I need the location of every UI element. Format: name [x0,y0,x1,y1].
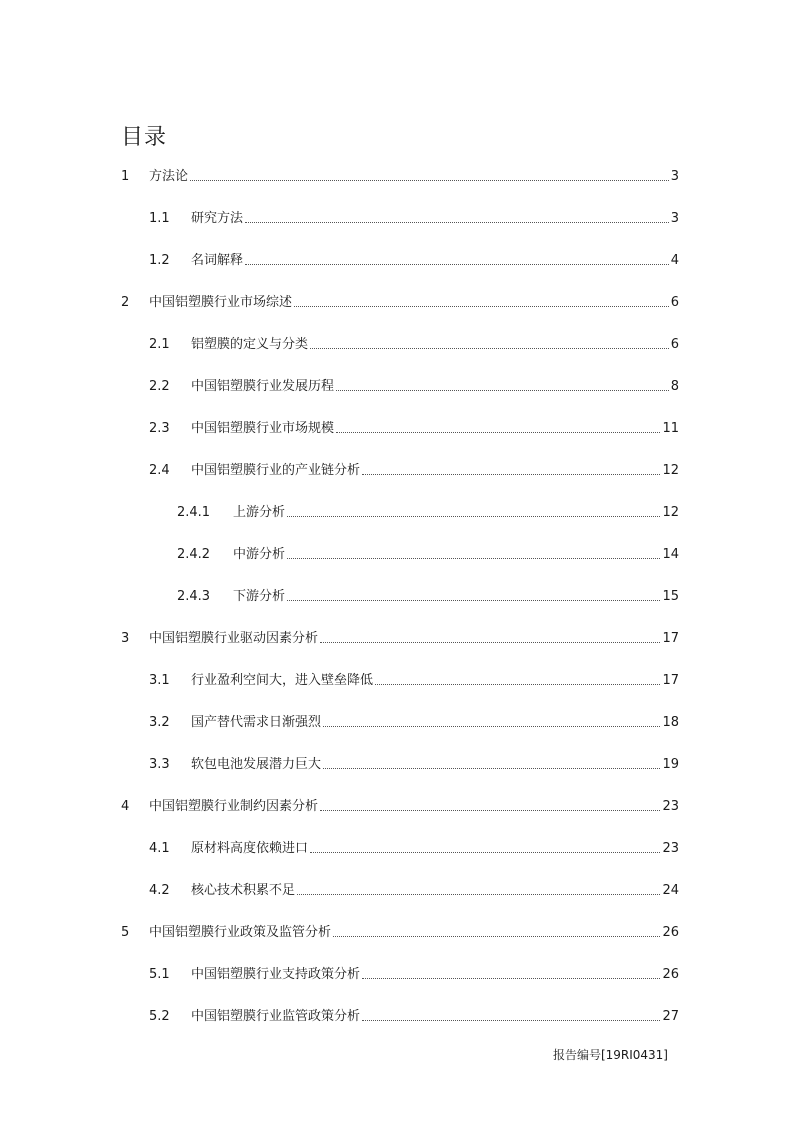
toc-entry[interactable] [0,840,800,882]
toc-entry-number: 3 [121,631,130,646]
toc-dot-leader [320,809,660,811]
toc-entry-label[interactable]: 中国铝塑膜行业的产业链分析 [191,463,361,478]
toc-entry-row [191,966,679,984]
toc-dot-leader [323,767,660,769]
toc-entry[interactable] [0,1008,800,1050]
toc-entry-page-number: 23 [662,841,679,856]
toc-entry-page-number: 26 [662,925,679,940]
toc-entry-number: 3.1 [149,673,170,688]
toc-entry[interactable] [0,378,800,420]
toc-entry-row [233,588,679,606]
toc-dot-leader [362,977,660,979]
toc-entry-label[interactable]: 上游分析 [233,505,286,520]
toc-entry-label[interactable]: 中国铝塑膜行业政策及监管分析 [149,925,332,940]
toc-entry[interactable] [0,924,800,966]
toc-entry-row [191,378,679,396]
toc-entry-label[interactable]: 铝塑膜的定义与分类 [191,337,309,352]
toc-entry-page-number: 4 [670,253,679,268]
toc-entry-page-number: 11 [662,421,679,436]
toc-title: 目录 [121,125,168,150]
toc-entry-page-number: 27 [662,1009,679,1024]
toc-entry[interactable] [0,588,800,630]
toc-entry-page-number: 12 [662,505,679,520]
toc-entry-page-number: 6 [670,337,679,352]
toc-entry-page-number: 19 [662,757,679,772]
toc-entry-row [149,630,679,648]
toc-entry-number: 2.3 [149,421,170,436]
toc-dot-leader [287,599,660,601]
toc-entry-page-number: 17 [662,673,679,688]
toc-entry-row [191,420,679,438]
toc-entry-label[interactable]: 核心技术积累不足 [191,883,296,898]
report-id: 报告编号[19RI0431] [552,1048,668,1062]
toc-entry-page-number: 17 [662,631,679,646]
toc-entry-label[interactable]: 中国铝塑膜行业制约因素分析 [149,799,319,814]
toc-entry[interactable] [0,294,800,336]
toc-entry-row [191,672,679,690]
toc-entry-number: 3.2 [149,715,170,730]
toc-entry[interactable] [0,714,800,756]
toc-entry-label[interactable]: 中国铝塑膜行业发展历程 [191,379,335,394]
toc-entry-row [149,924,679,942]
toc-dot-leader [310,851,660,853]
toc-dot-leader [287,515,660,517]
toc-entry-number: 5.1 [149,967,170,982]
toc-entry-number: 2.4.3 [177,589,211,604]
toc-dot-leader [362,1019,660,1021]
toc-entry-row [149,294,679,312]
toc-entry-number: 2.4 [149,463,170,478]
toc-entry-row [191,210,679,228]
toc-entry[interactable] [0,966,800,1008]
toc-entry-page-number: 12 [662,463,679,478]
toc-list [0,168,800,1050]
toc-dot-leader [245,263,669,265]
toc-dot-leader [294,305,669,307]
toc-entry-page-number: 8 [670,379,679,394]
toc-entry-label[interactable]: 中国铝塑膜行业市场综述 [149,295,293,310]
toc-entry-page-number: 15 [662,589,679,604]
toc-dot-leader [323,725,660,727]
toc-dot-leader [375,683,660,685]
toc-entry[interactable] [0,252,800,294]
toc-entry-number: 1.1 [149,211,170,226]
toc-entry-label[interactable]: 国产替代需求日渐强烈 [191,715,322,730]
toc-entry[interactable] [0,672,800,714]
toc-entry-number: 2.1 [149,337,170,352]
toc-entry[interactable] [0,798,800,840]
toc-entry-row [191,840,679,858]
toc-entry-row [191,336,679,354]
toc-entry[interactable] [0,756,800,798]
toc-entry-page-number: 23 [662,799,679,814]
toc-entry[interactable] [0,210,800,252]
toc-entry-label[interactable]: 中国铝塑膜行业市场规模 [191,421,335,436]
toc-entry-page-number: 18 [662,715,679,730]
toc-dot-leader [333,935,660,937]
toc-entry[interactable] [0,336,800,378]
toc-entry-number: 1.2 [149,253,170,268]
toc-entry-number: 2.4.1 [177,505,211,520]
toc-entry[interactable] [0,504,800,546]
toc-entry[interactable] [0,882,800,924]
toc-dot-leader [362,473,660,475]
toc-entry-number: 4.1 [149,841,170,856]
toc-entry-label[interactable]: 研究方法 [191,211,244,226]
toc-entry-page-number: 26 [662,967,679,982]
toc-entry-row [191,756,679,774]
toc-entry-label[interactable]: 中国铝塑膜行业驱动因素分析 [149,631,319,646]
toc-entry-number: 5 [121,925,130,940]
toc-entry-label[interactable]: 中国铝塑膜行业支持政策分析 [191,967,361,982]
toc-entry-page-number: 24 [662,883,679,898]
toc-entry-row [149,168,679,186]
toc-entry-label[interactable]: 软包电池发展潜力巨大 [191,757,322,772]
toc-entry-row [149,798,679,816]
toc-dot-leader [190,179,669,181]
toc-entry[interactable] [0,168,800,210]
toc-entry-label[interactable]: 中游分析 [233,547,286,562]
toc-entry-number: 3.3 [149,757,170,772]
toc-dot-leader [320,641,660,643]
toc-dot-leader [336,431,660,433]
toc-entry-number: 2 [121,295,130,310]
toc-entry[interactable] [0,462,800,504]
toc-entry-page-number: 6 [670,295,679,310]
toc-entry-number: 1 [121,169,130,184]
toc-entry-number: 2.2 [149,379,170,394]
toc-dot-leader [245,221,669,223]
toc-entry-row [233,546,679,564]
toc-entry-page-number: 3 [670,169,679,184]
toc-entry-row [233,504,679,522]
toc-entry-number: 4.2 [149,883,170,898]
toc-entry-label[interactable]: 下游分析 [233,589,286,604]
toc-dot-leader [310,347,669,349]
toc-entry-label[interactable]: 方法论 [149,169,189,184]
toc-entry-number: 5.2 [149,1009,170,1024]
toc-entry-row [191,462,679,480]
toc-entry[interactable] [0,546,800,588]
toc-dot-leader [297,893,660,895]
toc-entry-label[interactable]: 行业盈利空间大，进入壁垒降低 [191,673,374,688]
toc-entry-number: 2.4.2 [177,547,211,562]
toc-entry[interactable] [0,420,800,462]
toc-entry-label[interactable]: 中国铝塑膜行业监管政策分析 [191,1009,361,1024]
toc-entry-label[interactable]: 原材料高度依赖进口 [191,841,309,856]
toc-entry-row [191,714,679,732]
toc-dot-leader [336,389,669,391]
toc-entry-label[interactable]: 名词解释 [191,253,244,268]
toc-dot-leader [287,557,660,559]
toc-entry-row [191,1008,679,1026]
toc-entry-row [191,882,679,900]
toc-entry-number: 4 [121,799,130,814]
toc-entry-page-number: 3 [670,211,679,226]
toc-entry[interactable] [0,630,800,672]
toc-entry-page-number: 14 [662,547,679,562]
toc-entry-row [191,252,679,270]
